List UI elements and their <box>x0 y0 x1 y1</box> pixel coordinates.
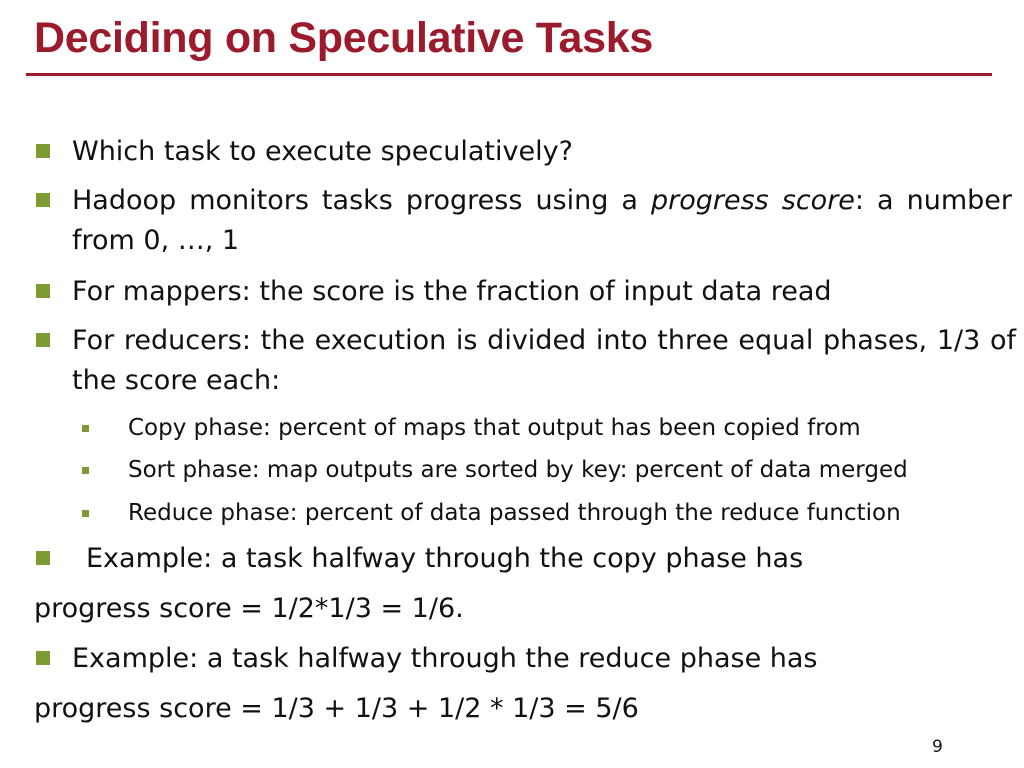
title-underline <box>26 73 992 76</box>
bullet-2 <box>36 181 1016 263</box>
bullet-2-emphasis: progress score <box>651 185 855 216</box>
square-bullet-icon <box>36 333 50 347</box>
sub-bullet-reduce <box>82 498 1002 528</box>
bullet-1 <box>36 132 1016 172</box>
bullet-2-text <box>72 181 1012 261</box>
bullet-5 <box>36 539 1016 579</box>
small-square-bullet-icon <box>82 510 89 517</box>
bullet-2-text-post: : a number from 0, …, 1 <box>72 185 1013 256</box>
bullet-3 <box>36 272 1016 312</box>
bullet-6-text: Example: a task halfway through the reduce phase has <box>72 643 818 674</box>
square-bullet-icon <box>36 284 50 298</box>
square-bullet-icon <box>36 651 50 665</box>
bullet-6 <box>36 639 1016 679</box>
sub-bullet-copy <box>82 413 982 443</box>
small-square-bullet-icon <box>82 467 89 474</box>
square-bullet-icon <box>36 551 50 565</box>
square-bullet-icon <box>36 193 50 207</box>
sub-bullet-sort <box>82 455 1002 485</box>
square-bullet-icon <box>36 144 50 158</box>
sub-bullet-sort-text: Sort phase: map outputs are sorted by key: percent of data merged <box>128 457 908 483</box>
bullet-3-text: For mappers: the score is the fraction of input data read <box>72 276 832 307</box>
bullet-6-continuation: progress score = 1/3 + 1/3 + 1/2 * 1/3 = 5/6 <box>34 693 639 724</box>
sub-bullet-reduce-text: Reduce phase: percent of data passed through the reduce function <box>128 500 901 526</box>
bullet-1-text: Which task to execute speculatively? <box>72 136 573 167</box>
page-number: 9 <box>932 737 943 757</box>
small-square-bullet-icon <box>82 425 89 432</box>
bullet-2-text-pre: Hadoop monitors tasks progress using a <box>72 185 651 216</box>
bullet-5-continuation: progress score = 1/2*1/3 = 1/6. <box>34 593 464 624</box>
bullet-4 <box>36 321 1016 403</box>
sub-bullet-copy-text: Copy phase: percent of maps that output has been copied from <box>128 415 861 441</box>
bullet-5-text: Example: a task halfway through the copy phase has <box>86 543 804 574</box>
bullet-4-text: For reducers: the execution is divided into three equal phases, 1/3 of the score each: <box>72 325 1016 396</box>
slide-title: Deciding on Speculative Tasks <box>34 14 653 62</box>
